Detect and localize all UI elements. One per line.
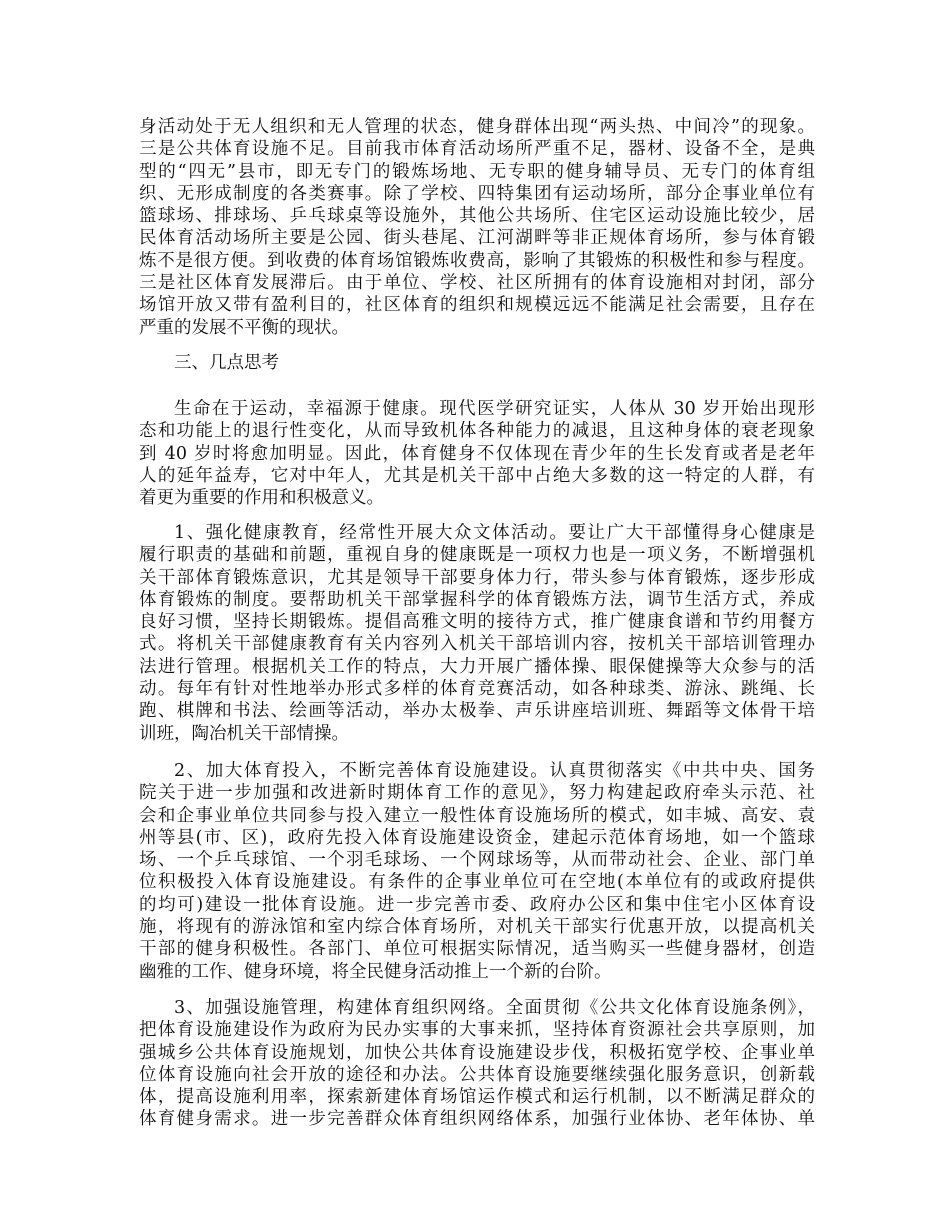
text-line: 强城乡公共体育设施规划，加快公共体育设施建设步伐，积极拓宽学校、企事业单: [139, 1042, 815, 1063]
text-line: 着更为重要的作用和积极意义。: [139, 488, 384, 509]
text-line: 织、无形成制度的各类赛事。除了学校、四特集团有运动场所，部分企事业单位有: [139, 183, 815, 204]
paragraph-item-3: [139, 997, 815, 1131]
text-line: 篮球场、排球场、乒乓球桌等设施外，其他公共场所、住宅区运动设施比较少，居: [139, 206, 815, 227]
text-line: 体育锻炼的制度。要帮助机关干部掌握科学的体育锻炼方法，调节生活方式，养成: [139, 589, 815, 610]
text-line: 把体育设施建设作为政府为民办实事的大事来抓，坚持体育资源社会共享原则，加: [139, 1020, 815, 1041]
text-line: 3、加强设施管理，构建体育组织网络。全面贯彻《公共文化体育设施条例》，: [174, 998, 815, 1018]
text-line: 场、一个乒乓球馆、一个羽毛球场、一个网球场等，从而带动社会、企业、部门单: [139, 850, 815, 871]
paragraph-item-2: [139, 760, 815, 983]
text-line: 场馆开放又带有盈利目的，社区体育的组织和规模远远不能满足社会需要，且存在: [139, 295, 815, 316]
text-line: 三是社区体育发展滞后。由于单位、学校、社区所拥有的体育设施相对封闭，部分: [139, 273, 815, 294]
paragraph-facility-shortage: [139, 116, 815, 339]
text-line: 到 40 岁时将愈加明显。因此，体育健身不仅体现在青少年的生长发育或者是老年: [139, 443, 815, 464]
text-line: 州等县(市、区)，政府先投入体育设施建设资金，建起示范体育场地，如一个篮球: [139, 827, 815, 848]
text-line: 动。每年有针对性地举办形式多样的体育竞赛活动，如各种球类、游泳、跳绳、长: [139, 679, 815, 700]
text-line: 生命在于运动，幸福源于健康。现代医学研究证实，人体从 30 岁开始出现形: [174, 399, 815, 419]
text-line: 良好习惯，坚持长期锻炼。提倡高雅文明的接待方式，推广健康食谱和节约用餐方: [139, 612, 815, 633]
text-line: 会和企事业单位共同参与投入建立一般性体育设施场所的模式，如丰城、高安、袁: [139, 805, 815, 826]
text-line: 态和功能上的退行性变化，从而导致机体各种能力的减退，且这种身体的衰老现象: [139, 421, 815, 442]
text-line: 的均可)建设一批体育设施。进一步完善市委、政府办公区和集中住宅小区体育设: [139, 894, 815, 915]
text-line: 三是公共体育设施不足。目前我市体育活动场所严重不足，器材、设备不全，是典: [139, 139, 815, 160]
text-line: 幽雅的工作、健身环境，将全民健身活动推上一个新的台阶。: [139, 961, 612, 982]
text-line: 严重的发展不平衡的现状。: [139, 317, 349, 338]
text-line: 身活动处于无人组织和无人管理的状态，健身群体出现“两头热、中间冷”的现象。: [139, 117, 815, 137]
text-line: 位积极投入体育设施建设。有条件的企事业单位可在空地(本单位有的或政府提供: [139, 872, 815, 893]
section-title: 三、几点思考: [174, 353, 279, 373]
text-line: 体，提高设施利用率，探索新建体育场馆运作模式和运行机制，以不断满足群众的: [139, 1087, 815, 1108]
text-line: 1、强化健康教育，经常性开展大众文体活动。要让广大干部懂得身心健康是: [174, 523, 815, 543]
paragraph-item-1: [139, 522, 815, 745]
text-line: 院关于进一步加强和改进新时期体育工作的意见》，努力构建起政府牵头示范、社: [139, 783, 815, 804]
text-line: 法进行管理。根据机关工作的特点，大力开展广播体操、眼保健操等大众参与的活: [139, 656, 815, 677]
text-line: 民体育活动场所主要是公园、街头巷尾、江河湖畔等非正规体育场所，参与体育锻: [139, 228, 815, 249]
text-line: 式。将机关干部健康教育有关内容列入机关干部培训内容，按机关干部培训管理办: [139, 634, 815, 655]
text-line: 人的延年益寿，它对中年人，尤其是机关干部中占绝大多数的这一特定的人群，有: [139, 465, 815, 486]
text-line: 位体育设施向社会开放的途径和办法。公共体育设施要继续强化服务意识，创新载: [139, 1064, 815, 1085]
text-line: 体育健身需求。进一步完善群众体育组织网络体系，加强行业体协、老年体协、单: [139, 1109, 815, 1130]
paragraph-intro: [139, 398, 815, 509]
text-line: 炼不是很方便。到收费的体育场馆锻炼收费高，影响了其锻炼的积极性和参与程度。: [139, 250, 815, 271]
text-line: 训班，陶冶机关干部情操。: [139, 723, 349, 744]
text-line: 干部的健身积极性。各部门、单位可根据实际情况，适当购买一些健身器材，创造: [139, 939, 815, 960]
section-heading: [139, 352, 815, 374]
text-line: 2、加大体育投入，不断完善体育设施建设。认真贯彻落实《中共中央、国务: [174, 761, 815, 781]
text-line: 履行职责的基础和前题，重视自身的健康既是一项权力也是一项义务，不断增强机: [139, 545, 815, 566]
text-line: 跑、棋牌和书法、绘画等活动，举办太极拳、声乐讲座培训班、舞蹈等文体骨干培: [139, 701, 815, 722]
text-line: 施，将现有的游泳馆和室内综合体育场所，对机关干部实行优惠开放，以提高机关: [139, 917, 815, 938]
text-line: 关干部体育锻炼意识，尤其是领导干部要身体力行，带头参与体育锻炼，逐步形成: [139, 567, 815, 588]
text-line: 型的“四无”县市，即无专门的锻炼场地、无专职的健身辅导员、无专门的体育组: [139, 161, 815, 182]
